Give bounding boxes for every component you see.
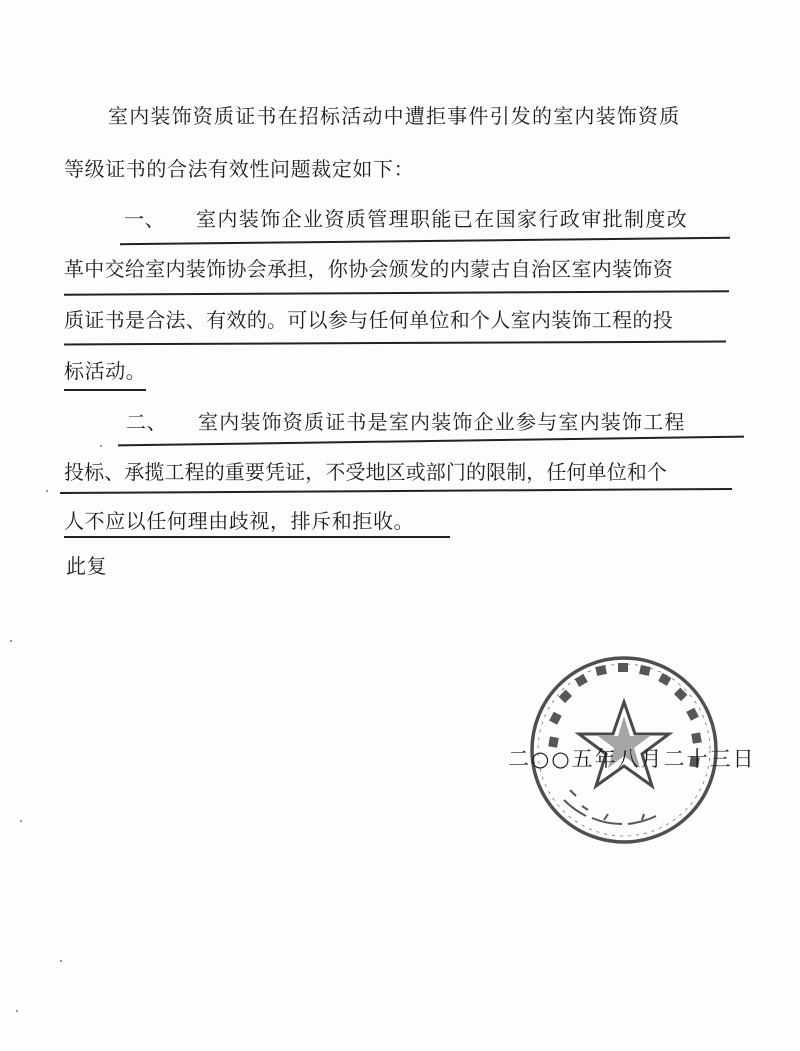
closing-text: 此复 xyxy=(66,554,108,578)
item2-line-3: 人不应以任何理由歧视，排斥和拒收。 xyxy=(64,509,415,533)
item1-underline-1 xyxy=(120,237,730,245)
item1-underline-2 xyxy=(64,290,729,295)
item1-underline-3 xyxy=(64,341,726,346)
item2-underline-3 xyxy=(64,536,450,538)
item2-underline-1 xyxy=(118,436,744,447)
item1-underline-4 xyxy=(64,389,146,391)
item1-line-3: 质证书是合法、有效的。可以参与任何单位和个人室内装饰工程的投 xyxy=(64,308,673,332)
item1-line-4: 标活动。 xyxy=(64,359,147,383)
intro-line-2: 等级证书的合法有效性问题裁定如下： xyxy=(64,157,415,181)
scan-speck xyxy=(100,445,102,447)
scan-speck xyxy=(20,820,22,822)
item2-underline-2 xyxy=(60,488,732,494)
scan-speck xyxy=(60,960,62,962)
item2-line-2: 投标、承揽工程的重要凭证，不受地区或部门的限制，任何单位和个 xyxy=(64,460,667,484)
document-date: 二○○五年八月二十三日 xyxy=(508,747,756,771)
item1-line-1: 室内装饰企业资质管理职能已在国家行政审批制度改 xyxy=(196,207,689,231)
scan-speck xyxy=(10,640,12,642)
item2-marker: 二、 xyxy=(126,410,168,434)
scan-speck xyxy=(46,490,48,492)
item1-marker: 一、 xyxy=(124,207,166,231)
item1-line-2: 革中交给室内装饰协会承担，你协会颁发的内蒙古自治区室内装饰资 xyxy=(64,257,673,281)
intro-line-1: 室内装饰资质证书在招标活动中遭拒事件引发的室内装饰资质 xyxy=(108,104,681,128)
scan-speck xyxy=(16,1010,18,1012)
item2-line-1: 室内装饰资质证书是室内装饰企业参与室内装饰工程 xyxy=(198,410,686,434)
